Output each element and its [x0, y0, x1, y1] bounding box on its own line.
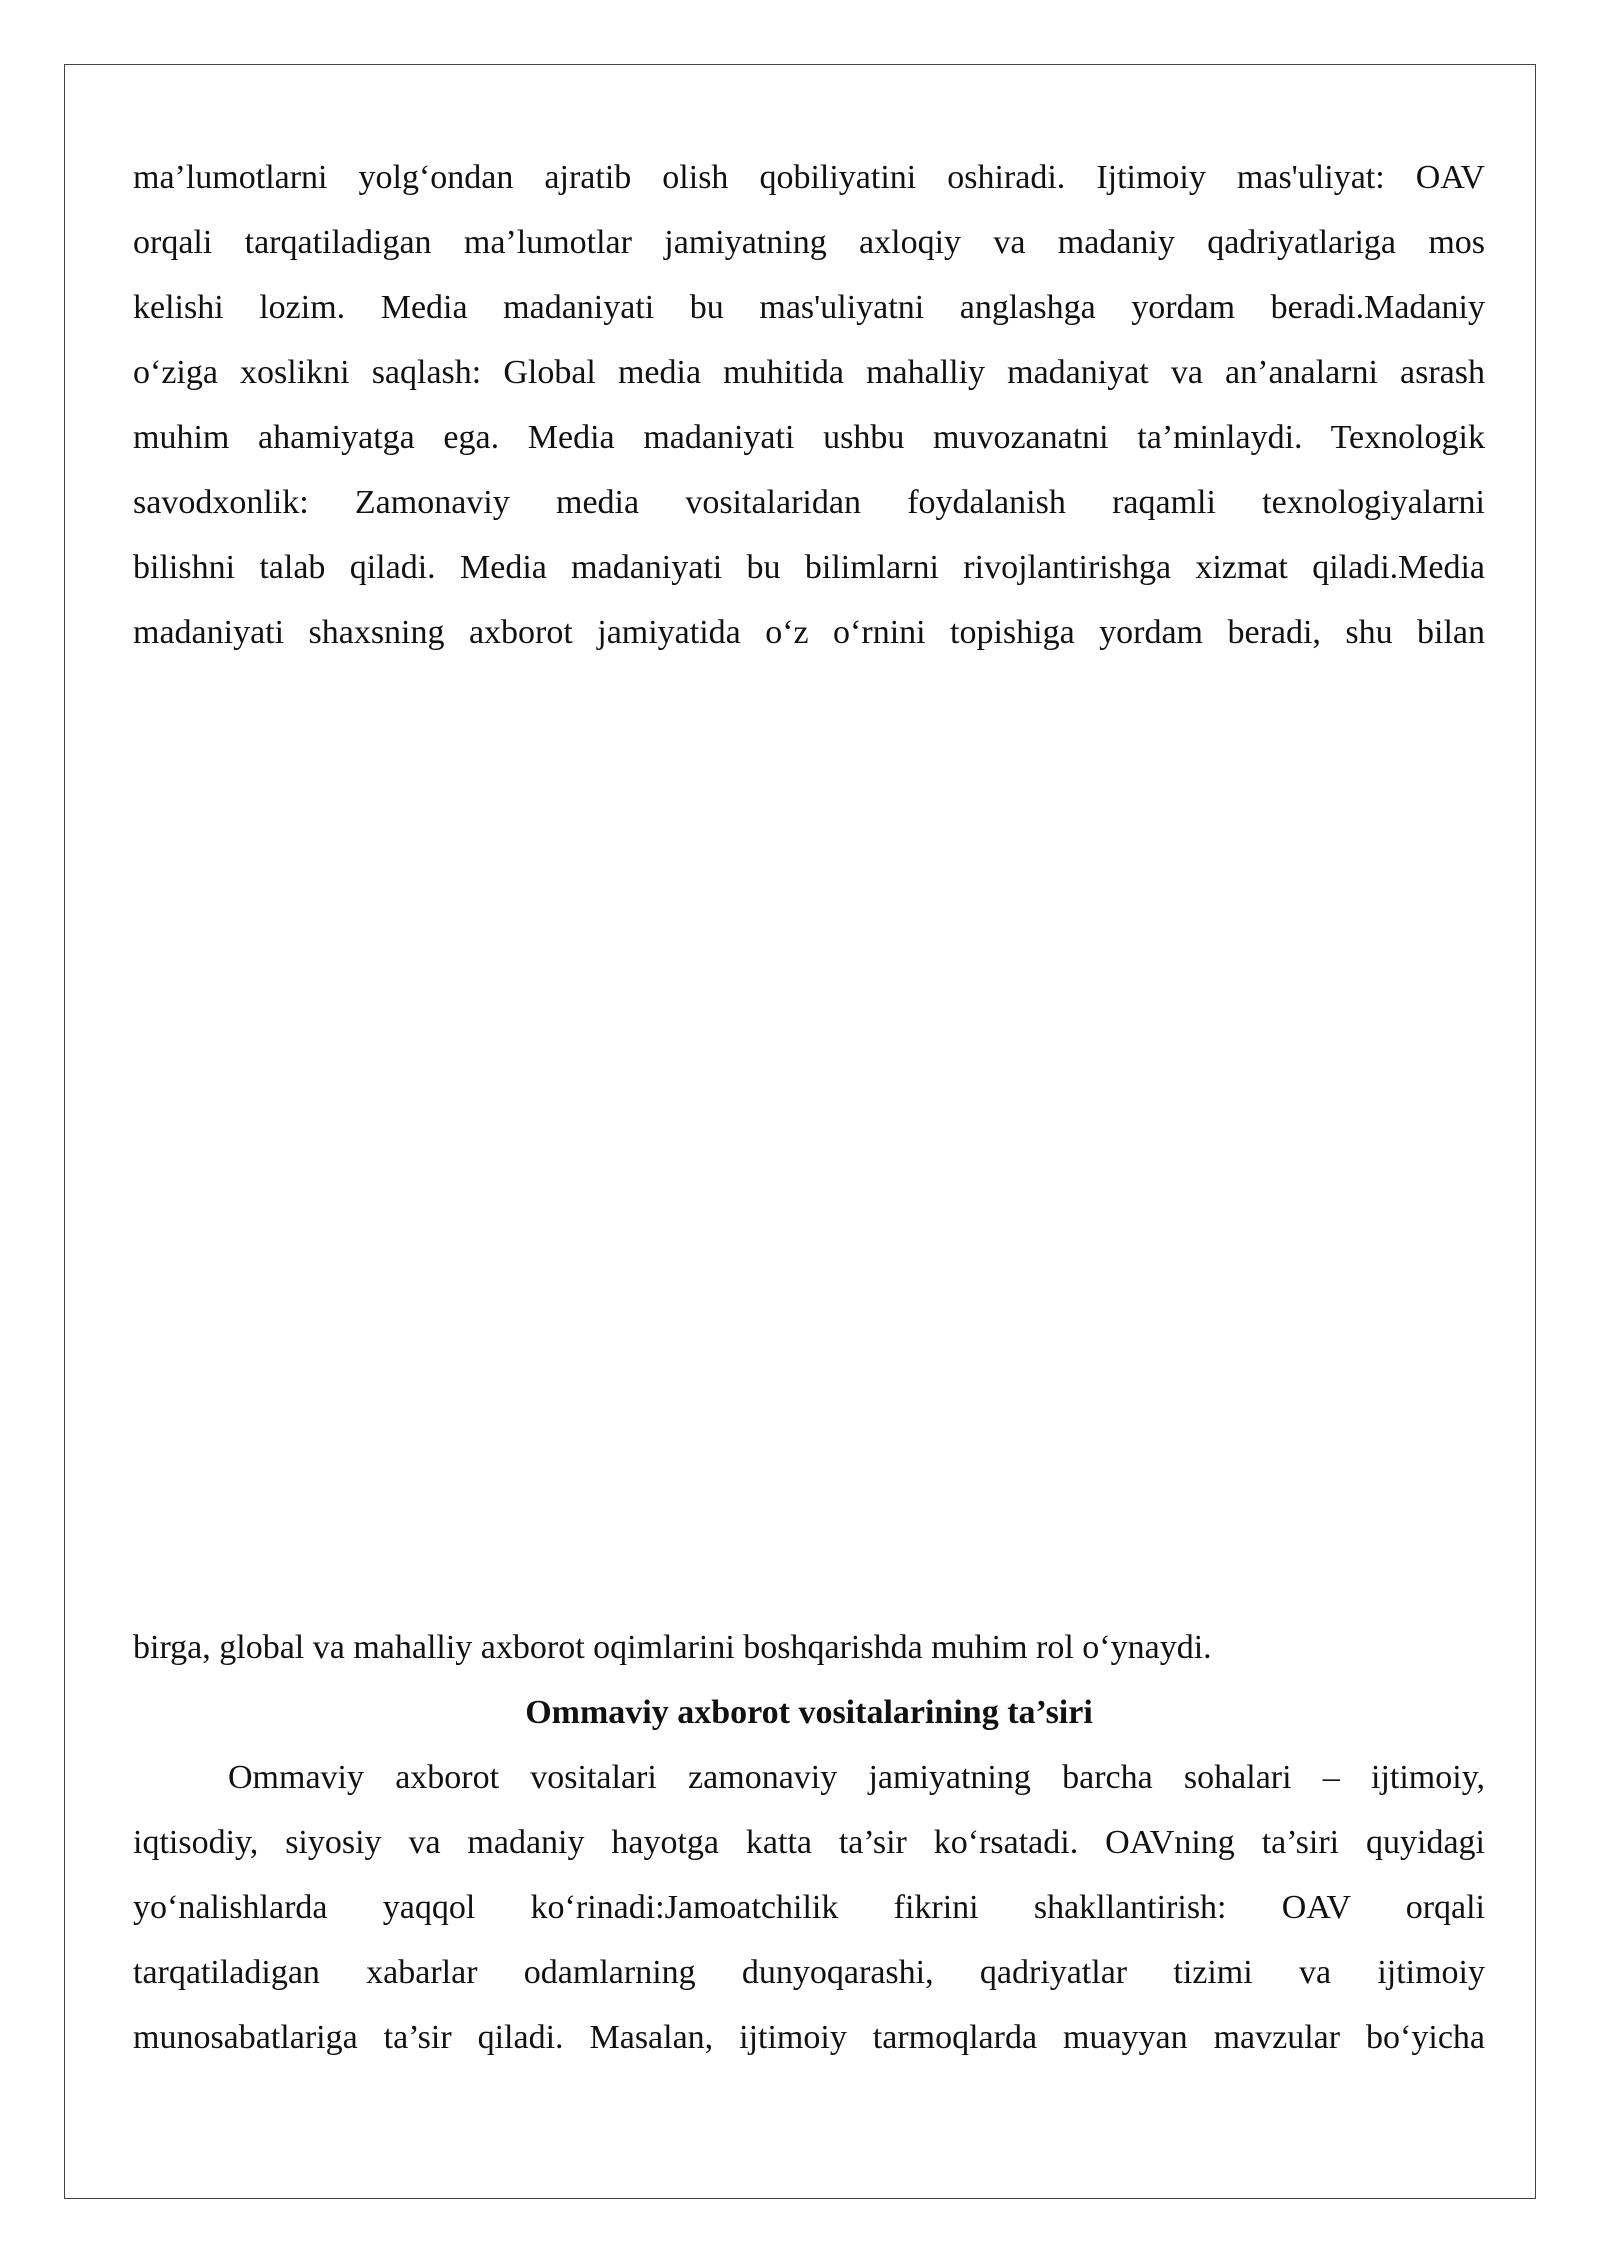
text-line: madaniyati shaxsning axborot jamiyatida o‘z o‘rnini topishiga yordam beradi, shu bilan [133, 614, 1485, 651]
text-line: o‘ziga xoslikni saqlash: Global media muhitida mahalliy madaniyat va an’analarni asrash [133, 354, 1485, 391]
text-line: ma’lumotlarni yolg‘ondan ajratib olish qobiliyatini oshiradi. Ijtimoiy mas'uliyat: OAV [133, 159, 1485, 196]
text-line: Ommaviy axborot vositalari zamonaviy jamiyatning barcha sohalari – ijtimoiy, [228, 1759, 1485, 1796]
paragraph-top [133, 145, 1485, 665]
text-line: kelishi lozim. Media madaniyati bu mas'uliyatni anglashga yordam beradi.Madaniy [133, 289, 1485, 326]
text-line: bilishni talab qiladi. Media madaniyati bu bilimlarni rivojlantirishga xizmat qiladi.Media [133, 549, 1485, 586]
section-heading: Ommaviy axborot vositalarining ta’siri [525, 1694, 1093, 1731]
text-line: iqtisodiy, siyosiy va madaniy hayotga katta ta’sir ko‘rsatadi. OAVning ta’siri quyidagi [133, 1824, 1485, 1861]
text-line: orqali tarqatiladigan ma’lumotlar jamiyatning axloqiy va madaniy qadriyatlariga mos [133, 224, 1485, 261]
text-line: munosabatlariga ta’sir qiladi. Masalan, ijtimoiy tarmoqlarda muayyan mavzular bo‘yicha [133, 2019, 1485, 2056]
text-line-continuation: birga, global va mahalliy axborot oqimlarini boshqarishda muhim rol o‘ynaydi. [133, 1629, 1212, 1666]
text-line: savodxonlik: Zamonaviy media vositalaridan foydalanish raqamli texnologiyalarni [133, 484, 1485, 521]
text-line: muhim ahamiyatga ega. Media madaniyati ushbu muvozanatni ta’minlaydi. Texnologik [133, 419, 1485, 456]
text-line: tarqatiladigan xabarlar odamlarning dunyoqarashi, qadriyatlar tizimi va ijtimoiy [133, 1954, 1485, 1991]
text-line: yo‘nalishlarda yaqqol ko‘rinadi:Jamoatchilik fikrini shakllantirish: OAV orqali [133, 1889, 1485, 1926]
paragraph-bottom [133, 1615, 1485, 2070]
